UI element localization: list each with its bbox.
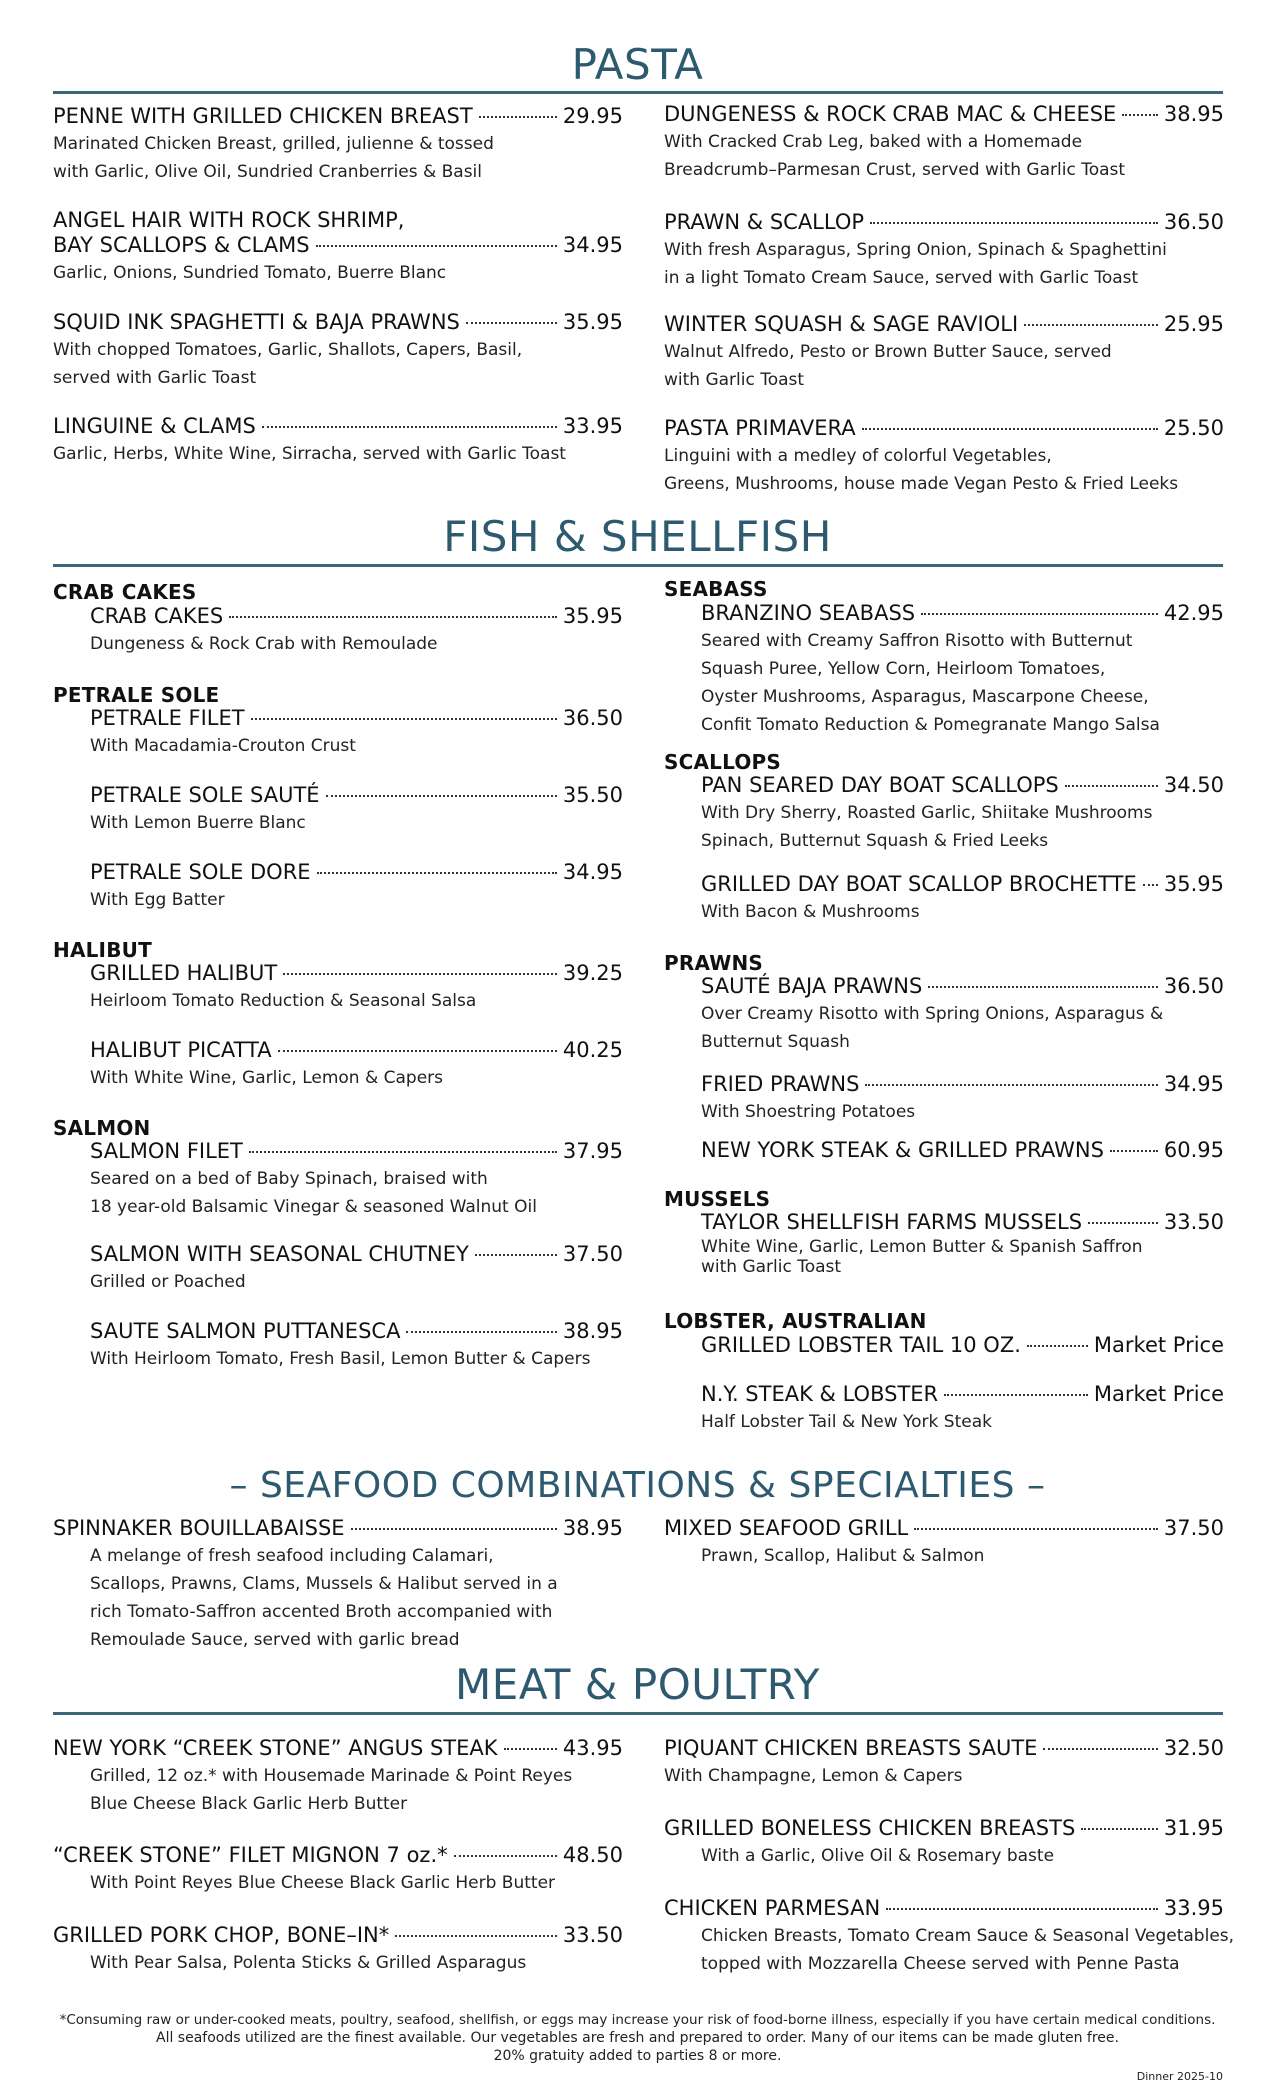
menu-item: DUNGENESS & ROCK CRAB MAC & CHEESE 38.95 With Cracked Crab Leg, baked with a Homemade Breadcrumb–Parmesan Crust, served with Garlic Toast xyxy=(664,102,1224,180)
menu-item: HALIBUT PICATTA 40.25 With White Wine, Garlic, Lemon & Capers xyxy=(90,1038,623,1088)
menu-item: GRILLED DAY BOAT SCALLOP BROCHETTE 35.95 With Bacon & Mushrooms xyxy=(701,872,1224,922)
menu-item: NEW YORK STEAK & GRILLED PRAWNS 60.95 xyxy=(701,1138,1224,1162)
menu-item: PASTA PRIMAVERA 25.50 Linguini with a medley of colorful Vegetables, Greens, Mushrooms, house made Vegan Pesto & Fried Leeks xyxy=(664,416,1224,494)
footer-gratuity: 20% gratuity added to parties 8 or more. xyxy=(493,2048,782,2064)
menu-item: GRILLED PORK CHOP, BONE–IN* 33.50 With Pear Salsa, Polenta Sticks & Grilled Asparagus xyxy=(53,1923,623,1973)
category-heading: SEABASS xyxy=(664,577,768,601)
menu-item: BRANZINO SEABASS 42.95 Seared with Creamy Saffron Risotto with Butternut Squash Puree, Yellow Corn, Heirloom Tomatoes, Oyster Mushrooms, Asparagus, Mascarpone Cheese, Confit Tomato Reduction & Pomegranate Mango Salsa xyxy=(701,601,1224,735)
category-heading: HALIBUT xyxy=(53,938,152,962)
footer-disclaimer: *Consuming raw or under-cooked meats, poultry, seafood, shellfish, or eggs may increase your risk of food-borne illness, especially if you have certain medical conditions. xyxy=(59,2012,1216,2028)
menu-item: “CREEK STONE” FILET MIGNON 7 oz.* 48.50 With Point Reyes Blue Cheese Black Garlic Herb Butter xyxy=(53,1843,623,1893)
combo-title: – SEAFOOD COMBINATIONS & SPECIALTIES – xyxy=(229,1465,1046,1506)
menu-item: FRIED PRAWNS 34.95 With Shoestring Potatoes xyxy=(701,1072,1224,1122)
menu-item: SAUTÉ BAJA PRAWNS 36.50 Over Creamy Risotto with Spring Onions, Asparagus & Butternut Squash xyxy=(701,974,1224,1052)
menu-item: PETRALE SOLE SAUTÉ 35.50 With Lemon Buerre Blanc xyxy=(90,783,623,833)
category-heading: PRAWNS xyxy=(664,951,764,975)
category-heading: SCALLOPS xyxy=(664,750,782,774)
menu-item: CRAB CAKES 35.95 Dungeness & Rock Crab with Remoulade xyxy=(90,604,623,654)
menu-item: PRAWN & SCALLOP 36.50 With fresh Asparagus, Spring Onion, Spinach & Spaghettini in a light Tomato Cream Sauce, served with Garlic Toast xyxy=(664,210,1224,288)
fish-rule xyxy=(53,564,1223,567)
menu-item: NEW YORK “CREEK STONE” ANGUS STEAK 43.95 Grilled, 12 oz.* with Housemade Marinade & Point Reyes Blue Cheese Black Garlic Herb Butter xyxy=(53,1736,623,1814)
footer-notice: All seafoods utilized are the finest available. Our vegetables are fresh and prepared to order. Many of our items can be made gluten free. xyxy=(156,2030,1119,2046)
menu-item: GRILLED LOBSTER TAIL 10 OZ. Market Price xyxy=(701,1333,1224,1357)
menu-item: WINTER SQUASH & SAGE RAVIOLI 25.95 Walnut Alfredo, Pesto or Brown Butter Sauce, served with Garlic Toast xyxy=(664,312,1224,390)
menu-item: PAN SEARED DAY BOAT SCALLOPS 34.50 With Dry Sherry, Roasted Garlic, Shiitake Mushrooms Spinach, Butternut Squash & Fried Leeks xyxy=(701,773,1224,851)
menu-item: SALMON WITH SEASONAL CHUTNEY 37.50 Grilled or Poached xyxy=(90,1242,623,1292)
category-heading: CRAB CAKES xyxy=(53,580,197,604)
category-heading: SALMON xyxy=(53,1116,151,1140)
category-heading: LOBSTER, AUSTRALIAN xyxy=(664,1309,927,1333)
meat-title: MEAT & POULTRY xyxy=(455,1660,820,1709)
menu-item: PETRALE SOLE DORE 34.95 With Egg Batter xyxy=(90,860,623,910)
menu-item: ANGEL HAIR WITH ROCK SHRIMP, BAY SCALLOPS & CLAMS 34.95 Garlic, Onions, Sundried Tomato, Buerre Blanc xyxy=(53,208,623,283)
meat-rule xyxy=(53,1712,1223,1715)
menu-item: LINGUINE & CLAMS 33.95 Garlic, Herbs, White Wine, Sirracha, served with Garlic Toast xyxy=(53,414,623,464)
menu-item: SPINNAKER BOUILLABAISSE 38.95 A melange of fresh seafood including Calamari, Scallops, Prawns, Clams, Mussels & Halibut served in a rich Tomato-Saffron accented Broth accompanied with Remoulade Sauce, served with garlic bread xyxy=(53,1516,623,1650)
menu-version: Dinner 2025-10 xyxy=(1136,2070,1223,2083)
category-heading: MUSSELS xyxy=(664,1187,771,1211)
menu-item: GRILLED BONELESS CHICKEN BREASTS 31.95 With a Garlic, Olive Oil & Rosemary baste xyxy=(664,1816,1224,1866)
menu-item: PETRALE FILET 36.50 With Macadamia-Crouton Crust xyxy=(90,706,623,756)
menu-item: SQUID INK SPAGHETTI & BAJA PRAWNS 35.95 With chopped Tomatoes, Garlic, Shallots, Capers, Basil, served with Garlic Toast xyxy=(53,310,623,388)
menu-item: N.Y. STEAK & LOBSTER Market Price Half Lobster Tail & New York Steak xyxy=(701,1382,1224,1432)
menu-item: PENNE WITH GRILLED CHICKEN BREAST 29.95 Marinated Chicken Breast, grilled, julienne & tossed with Garlic, Olive Oil, Sundried Cranberries & Basil xyxy=(53,104,623,182)
menu-item: SALMON FILET 37.95 Seared on a bed of Baby Spinach, braised with 18 year-old Balsamic Vinegar & seasoned Walnut Oil xyxy=(90,1139,623,1217)
menu-item: GRILLED HALIBUT 39.25 Heirloom Tomato Reduction & Seasonal Salsa xyxy=(90,961,623,1011)
pasta-title: PASTA xyxy=(571,40,704,89)
pasta-rule xyxy=(53,91,1223,94)
menu-item: SAUTE SALMON PUTTANESCA 38.95 With Heirloom Tomato, Fresh Basil, Lemon Butter & Capers xyxy=(90,1319,623,1369)
menu-item: PIQUANT CHICKEN BREASTS SAUTE 32.50 With Champagne, Lemon & Capers xyxy=(664,1736,1224,1786)
menu-item: CHICKEN PARMESAN 33.95 Chicken Breasts, Tomato Cream Sauce & Seasonal Vegetables, topped with Mozzarella Cheese served with Penne Pasta xyxy=(664,1896,1235,1974)
menu-item: TAYLOR SHELLFISH FARMS MUSSELS 33.50 White Wine, Garlic, Lemon Butter & Spanish Saffron with Garlic Toast xyxy=(701,1210,1224,1277)
menu-item: MIXED SEAFOOD GRILL 37.50 Prawn, Scallop, Halibut & Salmon xyxy=(664,1516,1224,1566)
fish-title: FISH & SHELLFISH xyxy=(443,512,832,561)
category-heading: PETRALE SOLE xyxy=(53,683,220,707)
